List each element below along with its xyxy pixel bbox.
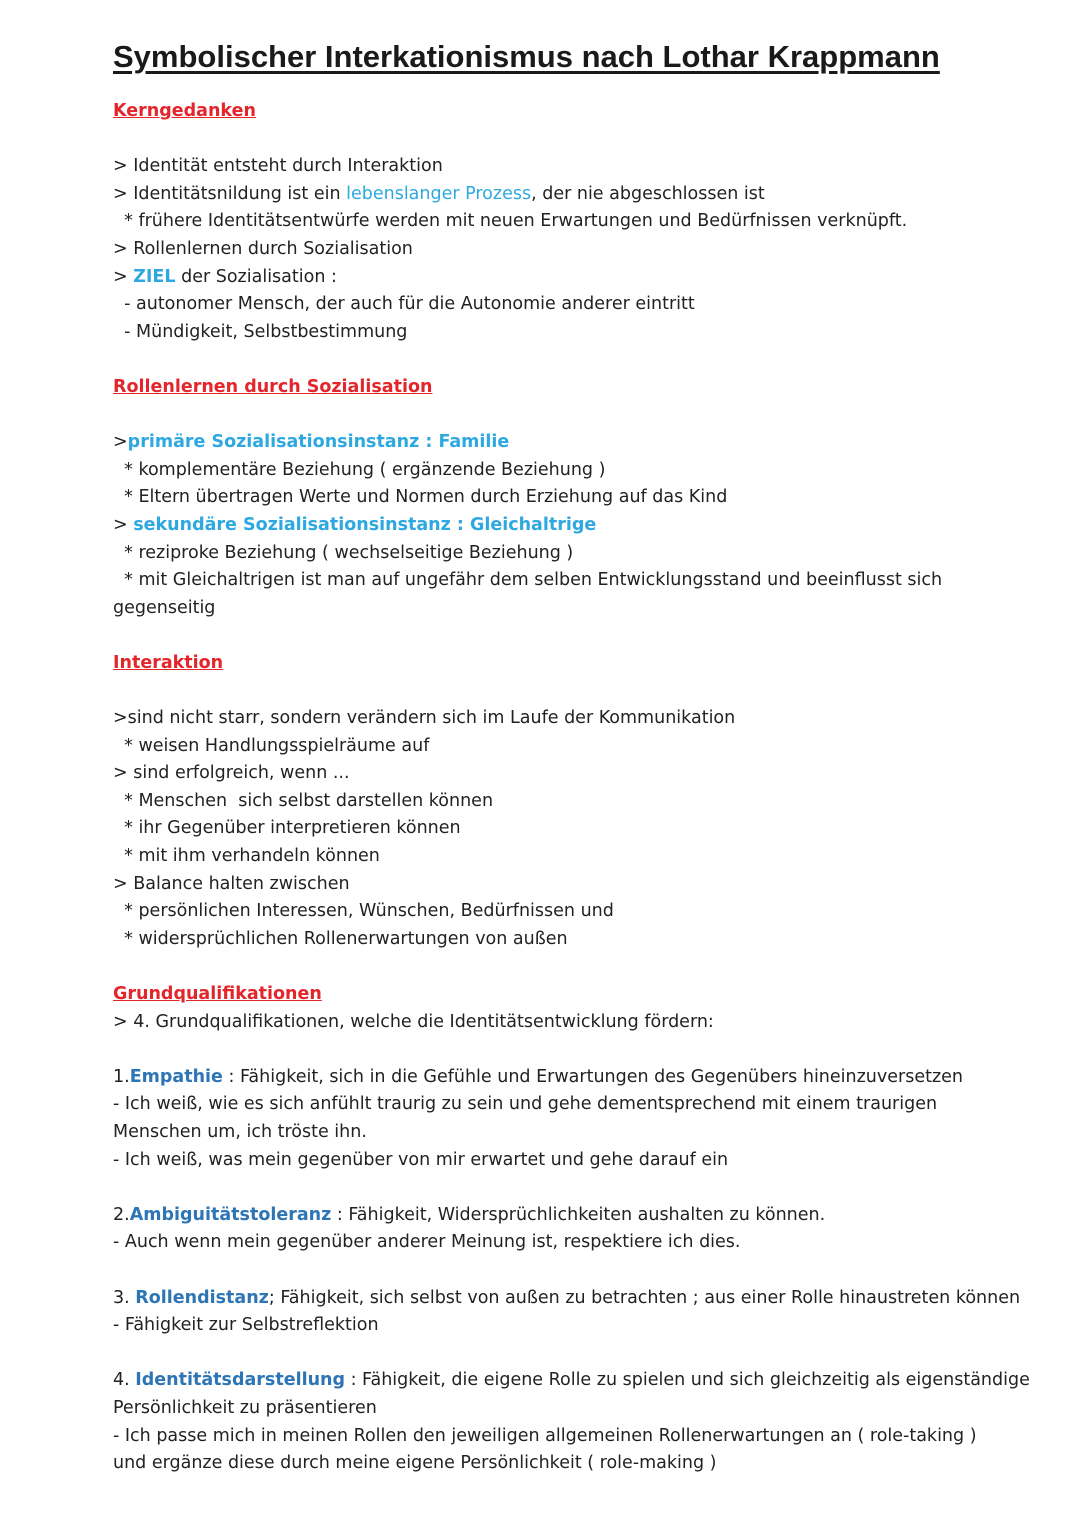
text-line: - Auch wenn mein gegenüber anderer Meinung ist, respektiere ich dies. xyxy=(113,1232,741,1253)
text-line: > Balance halten zwischen xyxy=(113,873,350,894)
text-line: * frühere Identitätsentwürfe werden mit neuen Erwartungen und Bedürfnissen verknüpft. xyxy=(113,211,908,232)
text-line: - autonomer Mensch, der auch für die Autonomie anderer eintritt xyxy=(113,294,695,315)
text-line: * mit ihm verhandeln können xyxy=(113,846,380,867)
text-line: * ihr Gegenüber interpretieren können xyxy=(113,818,461,839)
text-line: * widersprüchlichen Rollenerwartungen von außen xyxy=(113,928,568,949)
qualification-2: 2.Ambiguitätstoleranz : Fähigkeit, Widersprüchlichkeiten aushalten zu können. xyxy=(113,1204,826,1225)
text-line: - Ich weiß, was mein gegenüber von mir erwartet und gehe darauf ein xyxy=(113,1149,729,1170)
text-line: * mit Gleichaltrigen ist man auf ungefähr dem selben Entwicklungsstand und beeinflusst sich xyxy=(113,570,943,591)
heading-kerngedanken: Kerngedanken xyxy=(113,101,256,121)
heading-rollenlernen: Rollenlernen durch Sozialisation xyxy=(113,376,433,397)
term-rollendistanz: Rollendistanz xyxy=(135,1287,269,1308)
text-line: - Fähigkeit zur Selbstreflektion xyxy=(113,1315,379,1336)
text-line: > Identitätsnildung ist ein lebenslanger Prozess, der nie abgeschlossen ist xyxy=(113,183,765,204)
text-line: - Ich passe mich in meinen Rollen den jeweiligen allgemeinen Rollenerwartungen an ( role-taking ) xyxy=(113,1425,977,1446)
text-line: Menschen um, ich tröste ihn. xyxy=(113,1121,367,1142)
text-line: > sekundäre Sozialisationsinstanz : Gleichaltrige xyxy=(113,514,597,535)
term-empathie: Empathie xyxy=(129,1066,223,1087)
text-line: > 4. Grundqualifikationen, welche die Identitätsentwicklung fördern: xyxy=(113,1011,714,1032)
text-line: > Rollenlernen durch Sozialisation xyxy=(113,238,413,259)
text-line: > ZIEL der Sozialisation : xyxy=(113,266,337,287)
qualification-4: 4. Identitätsdarstellung : Fähigkeit, die eigene Rolle zu spielen und sich gleichzeitig als eigenständige xyxy=(113,1370,1030,1391)
highlight-ziel: ZIEL xyxy=(133,266,176,287)
term-ambiguitaetstoleranz: Ambiguitätstoleranz xyxy=(129,1204,332,1225)
text-line: * Eltern übertragen Werte und Normen durch Erziehung auf das Kind xyxy=(113,487,728,508)
text-line: * komplementäre Beziehung ( ergänzende Beziehung ) xyxy=(113,459,606,480)
text-line: * persönlichen Interessen, Wünschen, Bedürfnissen und xyxy=(113,901,614,922)
qualification-3: 3. Rollendistanz; Fähigkeit, sich selbst von außen zu betrachten ; aus einer Rolle hinaustreten können xyxy=(113,1287,1021,1308)
page-title: Symbolischer Interkationismus nach Lothar Krappmann xyxy=(113,39,940,74)
text-line: >sind nicht starr, sondern verändern sich im Laufe der Kommunikation xyxy=(113,708,736,729)
text-line: und ergänze diese durch meine eigene Persönlichkeit ( role-making ) xyxy=(113,1453,717,1474)
text-line: > Identität entsteht durch Interaktion xyxy=(113,156,443,177)
highlight-sekundaere-instanz: sekundäre Sozialisationsinstanz : Gleichaltrige xyxy=(133,514,597,535)
text-line: - Mündigkeit, Selbstbestimmung xyxy=(113,321,408,342)
text-line: * reziproke Beziehung ( wechselseitige Beziehung ) xyxy=(113,542,574,563)
text-line: * weisen Handlungsspielräume auf xyxy=(113,735,430,756)
highlight-primaere-instanz: primäre Sozialisationsinstanz : Familie xyxy=(127,432,510,453)
heading-grundqualifikationen: Grundqualifikationen xyxy=(113,984,322,1004)
heading-interaktion: Interaktion xyxy=(113,652,224,673)
qualification-1: 1.Empathie : Fähigkeit, sich in die Gefühle und Erwartungen des Gegenübers hineinzuversetzen xyxy=(113,1066,963,1087)
text-line: >primäre Sozialisationsinstanz : Familie xyxy=(113,432,510,453)
text-line: * Menschen sich selbst darstellen können xyxy=(113,790,494,811)
text-line: > sind erfolgreich, wenn ... xyxy=(113,763,350,784)
highlight-lebenslanger-prozess: lebenslanger Prozess xyxy=(346,183,532,204)
text-line: Persönlichkeit zu präsentieren xyxy=(113,1397,377,1418)
term-identitaetsdarstellung: Identitätsdarstellung xyxy=(135,1370,346,1391)
document-page xyxy=(113,36,1048,1478)
text-line: gegenseitig xyxy=(113,597,216,618)
text-line: - Ich weiß, wie es sich anfühlt traurig zu sein und gehe dementsprechend mit einem traurigen xyxy=(113,1094,938,1115)
